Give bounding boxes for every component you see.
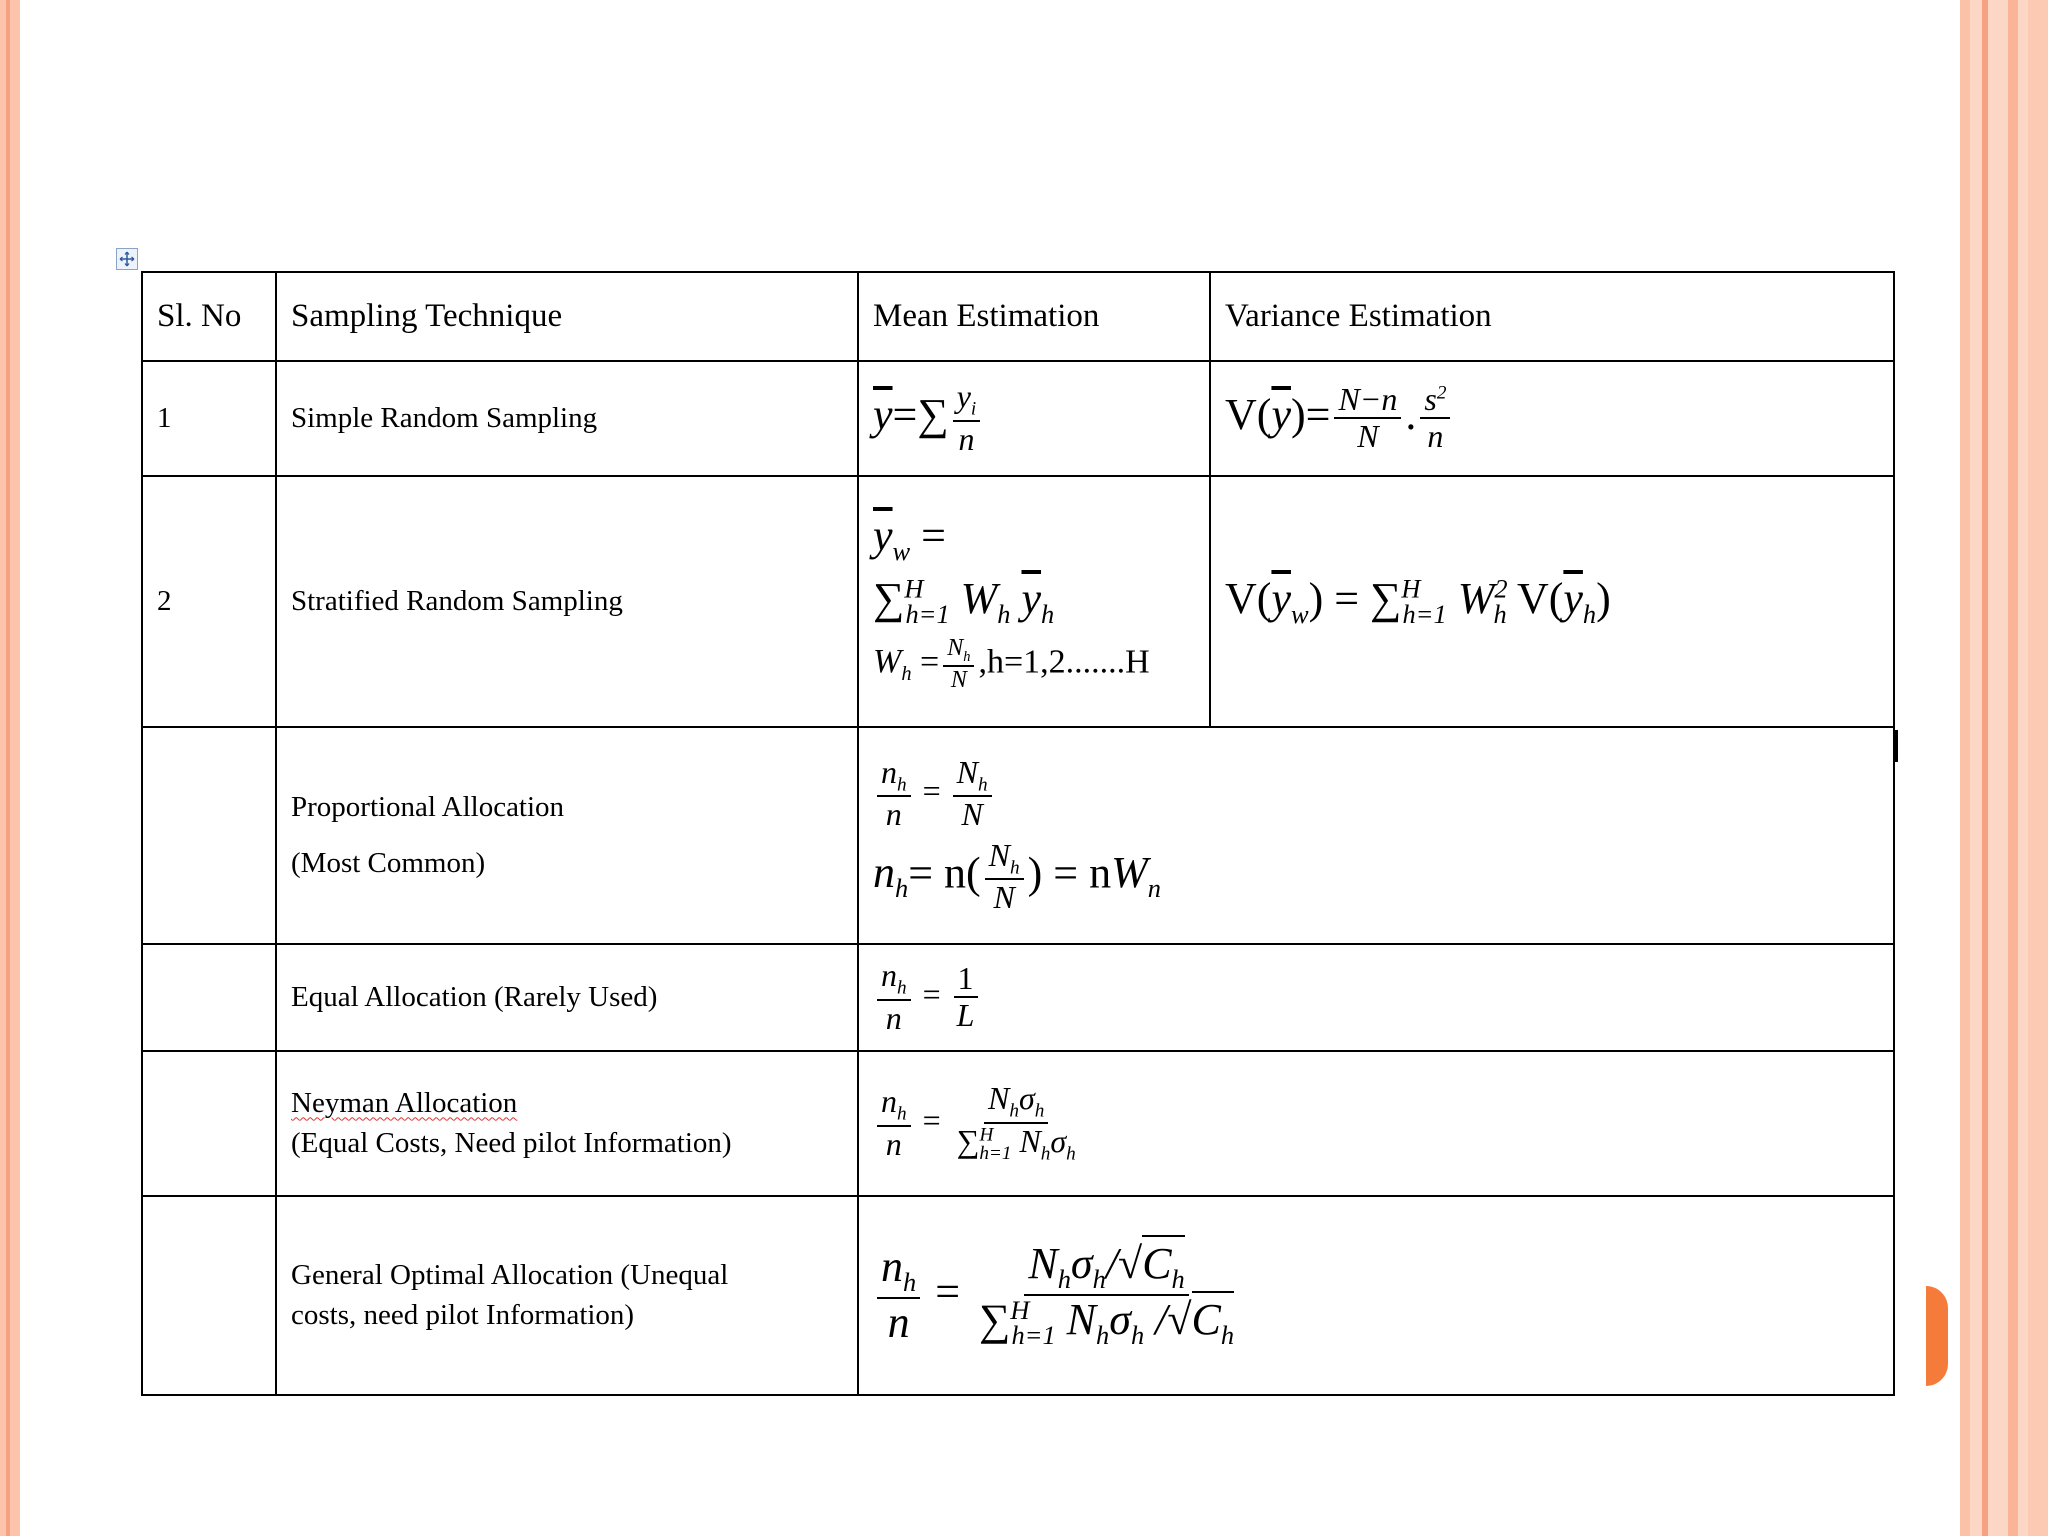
technique-line: (Most Common) (291, 846, 486, 879)
technique-line: General Optimal Allocation (Unequal (291, 1259, 729, 1292)
row-sl-no (142, 944, 276, 1051)
row-technique (276, 1196, 858, 1395)
table-row (142, 1051, 1894, 1196)
variance-formula-srs: $V(\overline{y})=$ $\frac{N-n}{N}$ . $\frac{s^2}{n}$ (1210, 361, 1894, 476)
mean-formula-neyman: $\frac{n_h}{n}$ = $\frac{N_h\sigma_h}{\sum^H_{h=1} N_h\sigma_h}$ (858, 1051, 1894, 1196)
slide-frame-right (1960, 0, 2048, 1536)
header-sl-no: Sl. No (142, 272, 276, 361)
variance-formula-stratified: $V(\overline{y}_w) = \sum^H_{h=1}$ $W^2_h$ $V(\overline{y}_h)$ (1210, 476, 1894, 727)
row-sl-no: 1 (142, 361, 276, 476)
header-variance-estimation: Variance Estimation (1210, 272, 1894, 361)
row-sl-no (142, 1051, 276, 1196)
mean-formula-equal: $\frac{n_h}{n}$ = $\frac{1}{L}$ (858, 944, 1894, 1051)
sampling-table (141, 271, 1895, 1396)
table-row (142, 361, 1894, 476)
table-row (142, 1196, 1894, 1395)
mean-formula-proportional: $\frac{n_h}{n}$ = $\frac{N_h}{N}$ $n_h= n$( $\frac{N_h}{N}$ ) = $nW_n$ (858, 727, 1894, 944)
row-technique: Simple Random Sampling (276, 361, 858, 476)
row-technique (276, 1051, 858, 1196)
row-sl-no (142, 1196, 276, 1395)
row-sl-no: 2 (142, 476, 276, 727)
technique-line: Neyman Allocation (291, 1087, 518, 1120)
mean-formula-stratified: $\overline{y}_w$ = ∑$^H_{h=1}$ $W_h$ $\overline{y}_h$ $W_h$ = $\frac{N_h}{N}$ ,h=1,2.......H (858, 476, 1210, 727)
header-mean-estimation: Mean Estimation (858, 272, 1210, 361)
technique-line (291, 1084, 843, 1123)
slide-accent-tab (1926, 1286, 1948, 1386)
equal-denominator: L (956, 996, 975, 1033)
header-sampling-technique: Sampling Technique (276, 272, 858, 361)
table-row (142, 944, 1894, 1051)
technique-line: Proportional Allocation (291, 791, 565, 824)
table-row (142, 727, 1894, 944)
slide-frame-left (0, 0, 20, 1536)
row-technique: Equal Allocation (Rarely Used) (276, 944, 858, 1051)
row-technique (276, 727, 858, 944)
row-technique: Stratified Random Sampling (276, 476, 858, 727)
equal-numerator: 1 (954, 962, 978, 998)
row-sl-no (142, 727, 276, 944)
table-header-row (142, 272, 1894, 361)
mean-formula-srs: $\overline{y}=\sum$ $\frac{y_i}{n}$ (858, 361, 1210, 476)
mean-formula-general-optimal: $\frac{n_h}{n}$ = $\frac{N_h\sigma_h/√C_h}{\sum^H_{h=1} N_h\sigma_h /√C_h}$ (858, 1196, 1894, 1395)
table-row (142, 476, 1894, 727)
w-h-range: ,h=1,2.......H (978, 643, 1150, 681)
table-move-handle-icon[interactable] (116, 248, 138, 270)
text-cursor (1895, 730, 1898, 762)
technique-line: costs, need pilot Information) (291, 1298, 635, 1331)
technique-line: (Equal Costs, Need pilot Information) (291, 1126, 732, 1159)
